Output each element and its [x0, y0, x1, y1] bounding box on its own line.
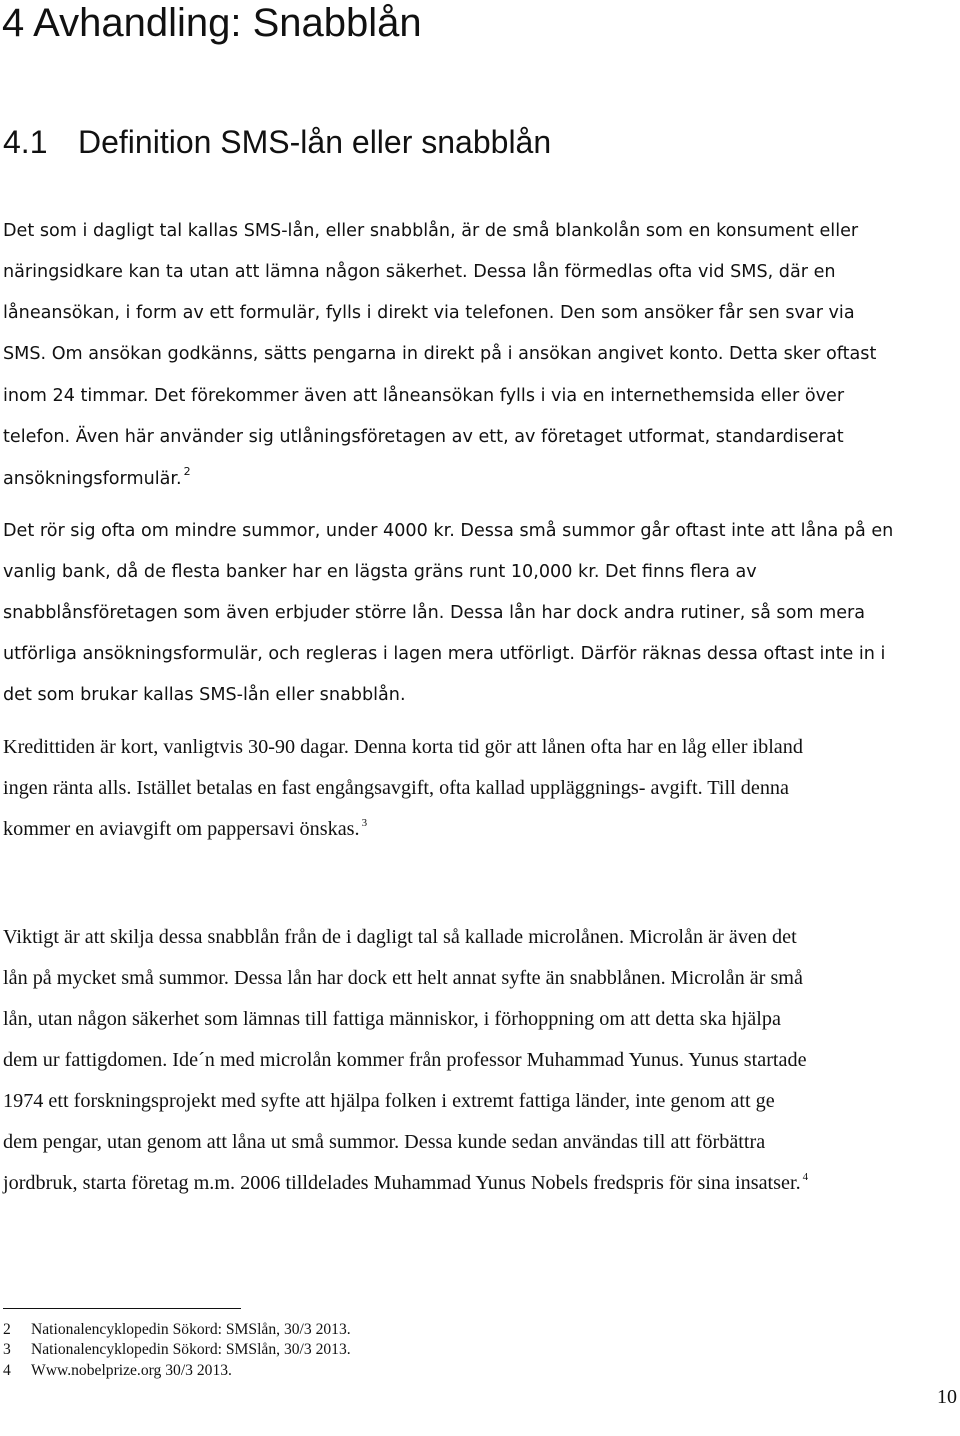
footnote-number: 4: [3, 1362, 11, 1379]
paragraph-line: 1974 ett forskningsprojekt med syfte att hjälpa folken i extremt fattiga länder, inte genom att ge: [3, 1090, 775, 1112]
footnote-text: Www.nobelprize.org 30/3 2013.: [31, 1362, 232, 1379]
paragraph-line: vanlig bank, då de flesta banker har en lägsta gräns runt 10,000 kr. Det finns flera av: [3, 562, 757, 582]
footnote-text: Nationalencyklopedin Sökord: SMSlån, 30/3 2013.: [31, 1341, 351, 1358]
paragraph-line: Det rör sig ofta om mindre summor, under 4000 kr. Dessa små summor går oftast inte att låna på en: [3, 521, 894, 541]
paragraph-line: [3, 809, 367, 850]
paragraph-line: lån på mycket små summor. Dessa lån har dock ett helt annat syfte än snabblånen. Microlån är små: [3, 967, 803, 989]
paragraph-line-text: ansökningsformulär.: [3, 469, 182, 489]
section-number: 4.1: [3, 124, 48, 160]
chapter-title: 4 Avhandling: Snabblån: [2, 1, 422, 45]
paragraph-line-text: kommer en aviavgift om pappersavi önskas.: [3, 818, 360, 840]
paragraph-line: dem ur fattigdomen. Ide´n med microlån kommer från professor Muhammad Yunus. Yunus startade: [3, 1049, 807, 1071]
footnote: [3, 1320, 351, 1340]
footnote-reference: 4: [802, 1171, 809, 1183]
paragraph-line: dem pengar, utan genom att låna ut små summor. Dessa kunde sedan användas till att förbättra: [3, 1131, 766, 1153]
section-title-text: Definition SMS-lån eller snabblån: [78, 124, 552, 160]
paragraph-line: utförliga ansökningsformulär, och regleras i lagen mera utförligt. Därför räknas dessa oftast inte in i: [3, 644, 886, 664]
paragraph-line: [3, 459, 191, 500]
paragraph-line: näringsidkare kan ta utan att lämna någon säkerhet. Dessa lån förmedlas ofta vid SMS, där en: [3, 262, 836, 282]
section-title: [3, 122, 551, 162]
paragraph-line: snabblånsföretagen som även erbjuder större lån. Dessa lån har dock andra rutiner, så som mera: [3, 603, 866, 623]
paragraph-line: telefon. Även här använder sig utlåningsföretagen av ett, av företaget utformat, standardiserat: [3, 427, 844, 447]
paragraph-line: låneansökan, i form av ett formulär, fylls i direkt via telefonen. Den som ansöker får sen svar via: [3, 303, 855, 323]
footnote-text: Nationalencyklopedin Sökord: SMSlån, 30/3 2013.: [31, 1321, 351, 1338]
footnote: [3, 1361, 232, 1381]
paragraph-line: Kredittiden är kort, vanligtvis 30-90 dagar. Denna korta tid gör att lånen ofta har en låg eller ibland: [3, 736, 803, 758]
paragraph-line: SMS. Om ansökan godkänns, sätts pengarna in direkt på i ansökan angivet konto. Detta sker oftast: [3, 344, 877, 364]
paragraph-line: lån, utan någon säkerhet som lämnas till fattiga människor, i förhoppning om att detta ska hjälpa: [3, 1008, 781, 1030]
paragraph-line: det som brukar kallas SMS-lån eller snabblån.: [3, 685, 406, 705]
footnote-reference: 2: [183, 465, 191, 478]
paragraph-line: Viktigt är att skilja dessa snabblån från de i dagligt tal så kallade microlånen. Microlån är även det: [3, 926, 797, 948]
paragraph-line: ingen ränta alls. Istället betalas en fast engångsavgift, ofta kallad uppläggnings- avgift. Till denna: [3, 777, 789, 799]
page-number: 10: [937, 1386, 957, 1408]
paragraph-line: Det som i dagligt tal kallas SMS-lån, eller snabblån, är de små blankolån som en konsument eller: [3, 221, 859, 241]
footnote-reference: 3: [361, 817, 368, 829]
footnote: [3, 1340, 351, 1360]
footnote-number: 2: [3, 1321, 11, 1338]
paragraph-line: [3, 1163, 808, 1204]
paragraph-line-text: jordbruk, starta företag m.m. 2006 tilldelades Muhammad Yunus Nobels fredspris för sina insatser.: [3, 1172, 801, 1194]
footnote-number: 3: [3, 1341, 11, 1358]
paragraph-line: inom 24 timmar. Det förekommer även att låneansökan fylls i via en internethemsida eller över: [3, 386, 845, 406]
footnote-divider: [3, 1308, 241, 1309]
